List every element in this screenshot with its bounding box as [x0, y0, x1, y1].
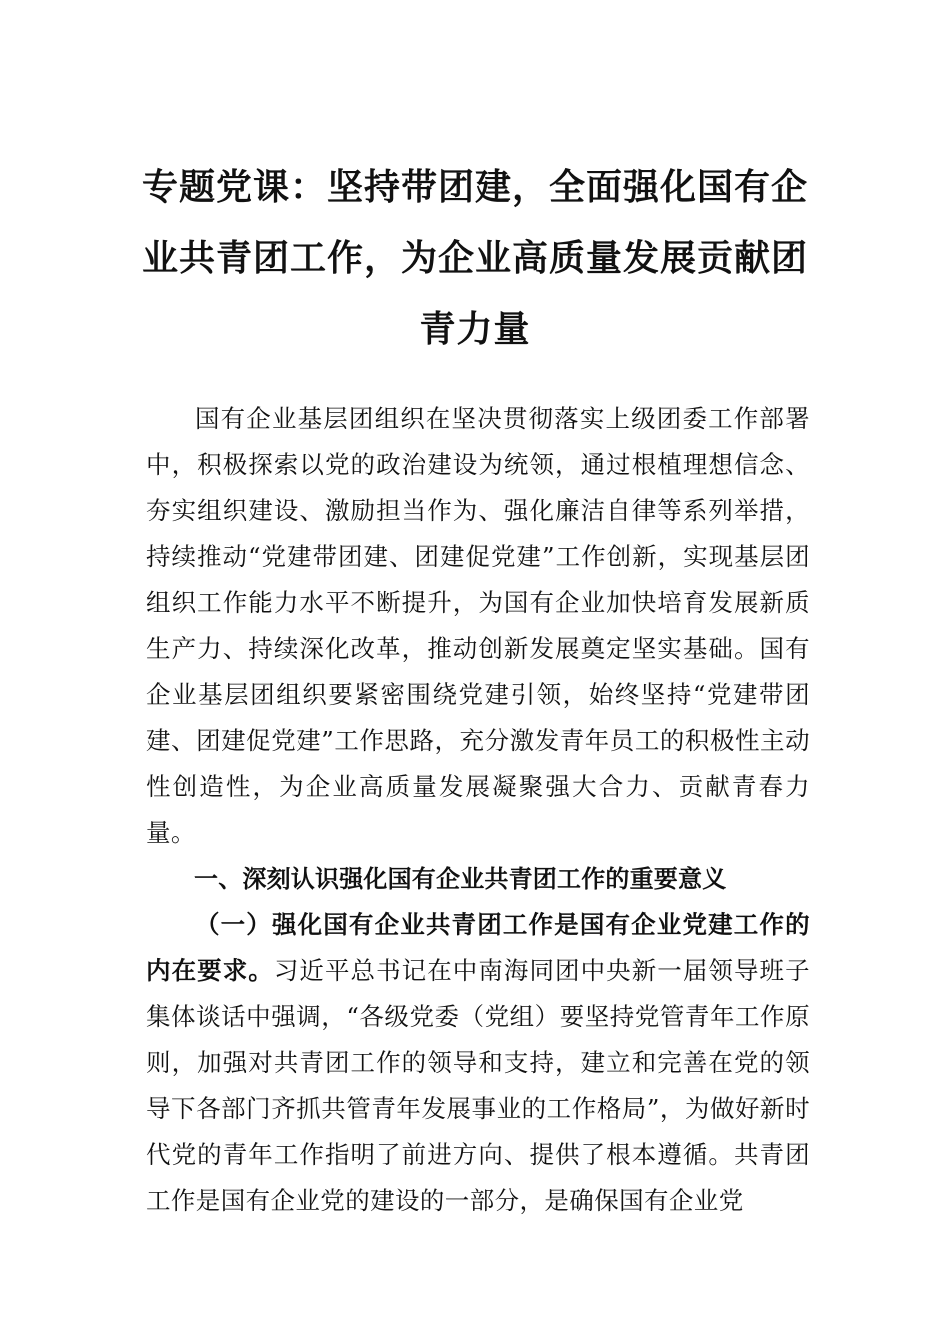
title-line-3: 青力量 [419, 309, 531, 350]
subsection-text: 习近平总书记在中南海同团中央新一届领导班子集体谈话中强调，“各级党委（党组）要坚持党管青年工作原则，加强对共青团工作的领导和支持，建立和完善在党的领导下各部门齐抓共管青年发展事业的工作格局”，为做好新时代党的青年工作指明了前进方向、提供了根本遵循。共青团工作是国有企业党的建设的一部分，是确保国有企业党 [146, 956, 811, 1215]
title-line-1: 专题党课：坚持带团建，全面强化国有企 [141, 167, 808, 208]
section-heading: 一、深刻认识强化国有企业共青团工作的重要意义 [194, 865, 727, 893]
document-title [140, 152, 810, 365]
subsection-paragraph [146, 902, 810, 1224]
document-body [146, 396, 810, 1224]
title-line-2: 业共青团工作，为企业高质量发展贡献团 [141, 238, 808, 279]
subsection-lead: （一）强化国有企业共青团工作是国有企业党建工作的内在要求。 [146, 910, 810, 985]
intro-paragraph: 国有企业基层团组织在坚决贯彻落实上级团委工作部署中，积极探索以党的政治建设为统领，通过根植理想信念、夯实组织建设、激励担当作为、强化廉洁自律等系列举措，持续推动“党建带团建、团建促党建”工作创新，实现基层团组织工作能力水平不断提升，为国有企业加快培育发展新质生产力、持续深化改革，推动创新发展奠定坚实基础。国有企业基层团组织要紧密围绕党建引领，始终坚持“党建带团建、团建促党建”工作思路，充分激发青年员工的积极性主动性创造性，为企业高质量发展凝聚强大合力、贡献青春力量。 [146, 404, 810, 847]
